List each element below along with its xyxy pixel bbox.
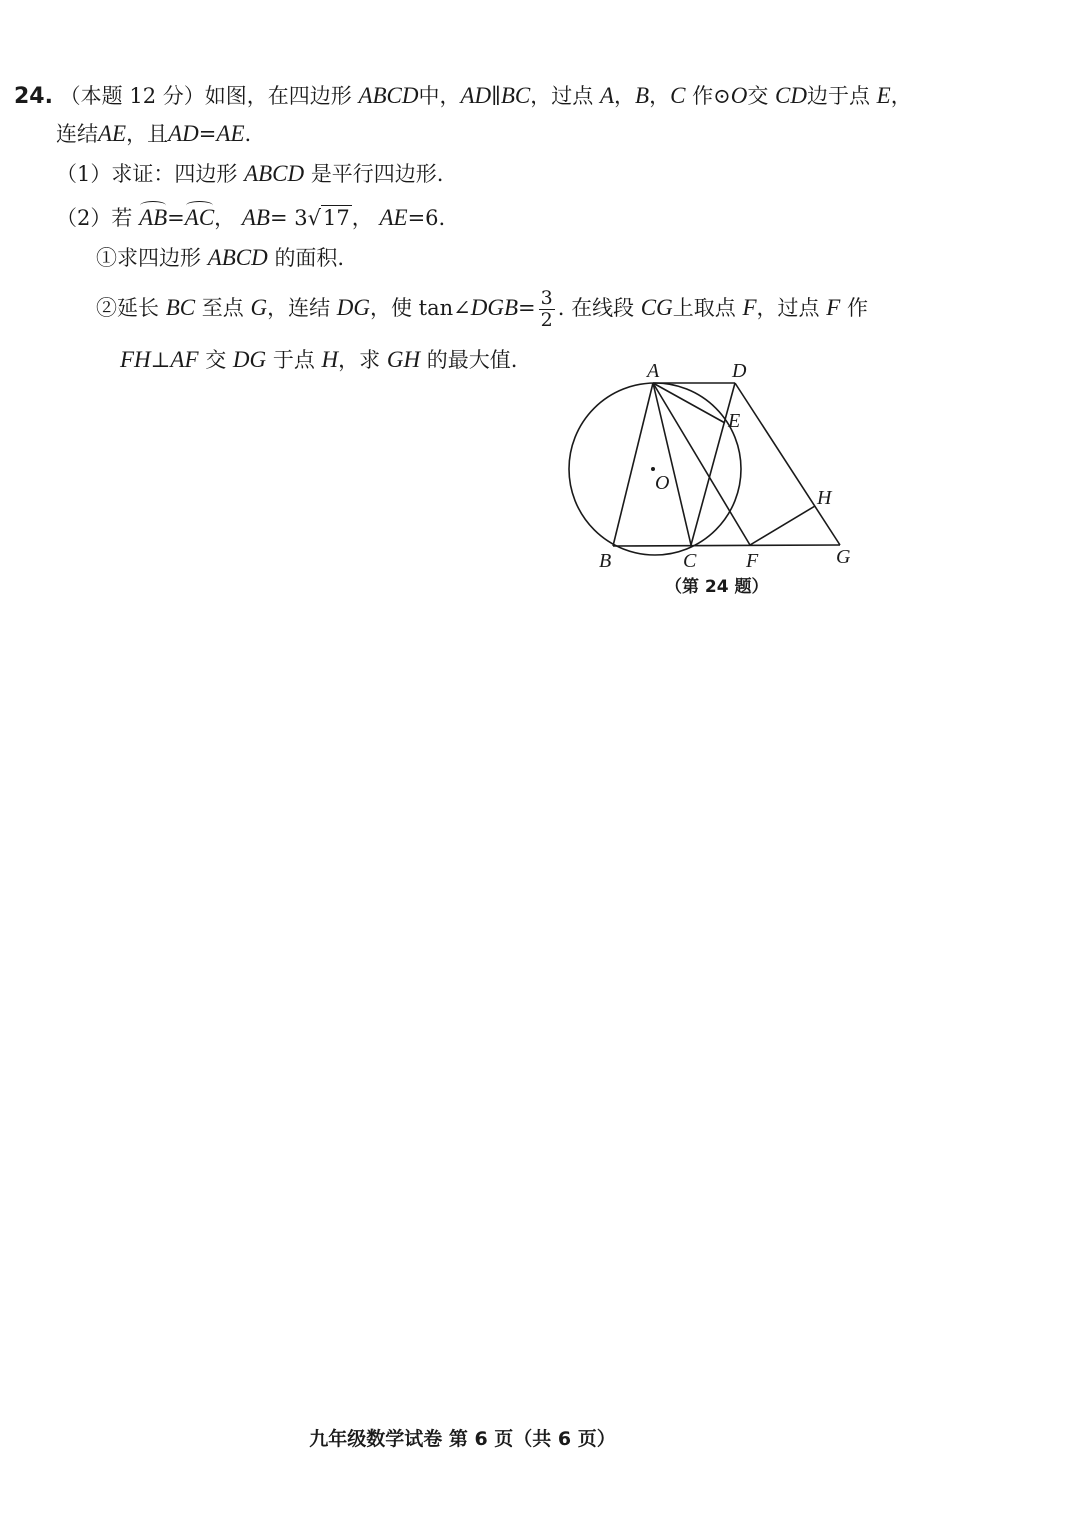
segment-ae	[653, 383, 725, 423]
part-1: （1）求证：四边形 ABCD 是平行四边形.	[56, 161, 444, 186]
label-a: A	[647, 360, 660, 382]
sqrt-radicand: 17	[323, 206, 350, 230]
label-o: O	[655, 472, 670, 494]
label-h: H	[817, 487, 832, 509]
sub-2-label: ②	[96, 296, 117, 320]
segment-bg	[613, 545, 840, 546]
part-2-label: （2）	[56, 206, 112, 230]
segment-ab	[613, 383, 653, 546]
figure-caption: （第 24 题）	[665, 577, 769, 597]
fraction-three-halves: $\frac{3}{2}$	[540, 287, 553, 331]
geometry-figure	[555, 355, 875, 575]
page-footer: 九年级数学试卷 第 6 页（共 6 页）	[309, 1428, 616, 1450]
sub-question-2-line-1: ②延长 BC 至点 G，连结 DG，使 tan∠DGB= $\frac{3}{2}$ . 在线段 CG上取点 F，过点 F 作	[96, 287, 868, 331]
question-number: 24.	[14, 84, 53, 109]
question-stem-line-2: 连结AE，且AD=AE.	[56, 121, 252, 146]
segment-fh	[750, 506, 815, 545]
sqrt-sign: √	[307, 206, 322, 230]
sub-question-2-line-2: FH⊥AF 交 DG 于点 H，求 GH 的最大值.	[120, 347, 518, 372]
label-c: C	[683, 550, 697, 572]
label-d: D	[732, 360, 747, 382]
arc-ac: AC	[184, 205, 215, 230]
label-b: B	[599, 550, 612, 572]
question-score: （本题 12 分）	[59, 84, 205, 108]
segment-dg	[735, 383, 840, 545]
arc-ab: AB	[139, 205, 168, 230]
sub-question-1: ①求四边形 ABCD 的面积.	[96, 245, 345, 270]
part-2: （2）若 AB=AC， AB= 3√17， AE=6.	[56, 205, 446, 230]
sub-1-label: ①	[96, 246, 117, 270]
label-e: E	[728, 410, 741, 432]
segment-af	[653, 383, 750, 545]
segment-ac	[653, 383, 691, 545]
label-f: F	[746, 550, 759, 572]
part-1-label: （1）	[56, 162, 112, 186]
label-g: G	[836, 546, 851, 568]
question-stem-line-1: 24. （本题 12 分）如图，在四边形 ABCD中，AD∥BC，过点 A，B，C 作⊙O交 CD边于点 E，	[14, 83, 912, 109]
center-o-dot	[651, 467, 655, 471]
